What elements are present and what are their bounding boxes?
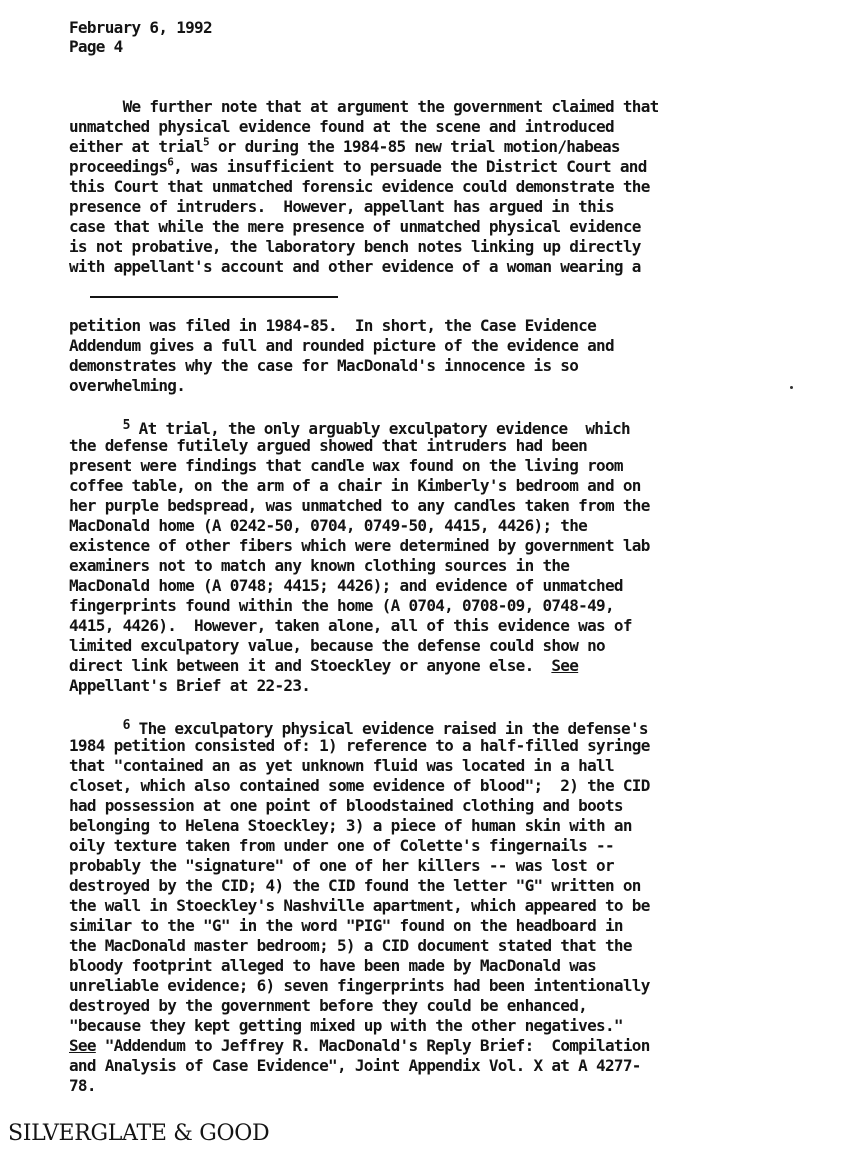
footnote-line: bloody footprint alleged to have been made by MacDonald was (69, 956, 597, 975)
footnote-line: coffee table, on the arm of a chair in Kimberly's bedroom and on (69, 476, 641, 495)
stray-mark (790, 386, 793, 389)
footnote-line: demonstrates why the case for MacDonald's innocence is so (69, 356, 579, 375)
footnote-line: $^5$ At trial, the only arguably exculpatory evidence which (122, 418, 630, 438)
footnote-reference-6: 6 (167, 155, 174, 169)
see-citation-signal: See (551, 656, 579, 675)
footnote-marker-6: 6 (122, 718, 130, 733)
body-line: unmatched physical evidence found at the scene and introduced (69, 117, 614, 136)
footnote-line: examiners not to match any known clothing sources in the (69, 556, 570, 575)
footnote-line: 4415, 4426). However, taken alone, all of this evidence was of (69, 616, 632, 635)
footnote-line: that "contained an as yet unknown fluid was located in a hall (69, 756, 614, 775)
body-line: We further note that at argument the government claimed that (69, 97, 659, 116)
body-line: proceedings$^6$, was insufficient to persuade the District Court and (69, 155, 647, 176)
body-line: presence of intruders. However, appellant has argued in this (69, 197, 614, 216)
footnote-line: existence of other fibers which were determined by government lab (69, 536, 650, 555)
footnote-line: fingerprints found within the home (A 0704, 0708-09, 0748-49, (69, 596, 614, 615)
footnote-line: destroyed by the CID; 4) the CID found the letter "G" written on (69, 876, 641, 895)
body-line: either at trial$^5$ or during the 1984-85 new trial motion/habeas (69, 135, 620, 156)
footnote-line: the defense futilely argued showed that intruders had been (69, 436, 588, 455)
footnote-line: the wall in Stoeckley's Nashville apartment, which appeared to be (69, 896, 650, 915)
footnote-line: Appellant's Brief at 22-23. (69, 676, 311, 695)
footnote-line: direct link between it and Stoeckley or anyone else. See (69, 656, 579, 675)
footnote-line: the MacDonald master bedroom; 5) a CID document stated that the (69, 936, 632, 955)
header-date: February 6, 1992 (69, 18, 212, 37)
footnote-line: destroyed by the government before they could be enhanced, (69, 996, 588, 1015)
footnote-line: her purple bedspread, was unmatched to any candles taken from the (69, 496, 650, 515)
body-line: this Court that unmatched forensic evidence could demonstrate the (69, 177, 650, 196)
footnote-line: petition was filed in 1984-85. In short, the Case Evidence (69, 316, 597, 335)
footnote-marker-5: 5 (122, 418, 130, 433)
footnote-line: "because they kept getting mixed up with the other negatives." (69, 1016, 623, 1035)
footnote-line: closet, which also contained some evidence of blood"; 2) the CID (69, 776, 650, 795)
footnote-separator (90, 296, 338, 298)
footnote-line: 1984 petition consisted of: 1) reference to a half-filled syringe (69, 736, 650, 755)
footnote-line: 78. (69, 1076, 96, 1095)
footnote-line: See "Addendum to Jeffrey R. MacDonald's Reply Brief: Compilation (69, 1036, 650, 1055)
header-page-number: Page 4 (69, 37, 123, 56)
footnote-line: oily texture taken from under one of Colette's fingernails -- (69, 836, 614, 855)
footnote-line: probably the "signature" of one of her killers -- was lost or (69, 856, 614, 875)
footnote-line: MacDonald home (A 0748; 4415; 4426); and evidence of unmatched (69, 576, 623, 595)
firm-letterhead-footer: SILVERGLATE & GOOD (8, 1121, 270, 1146)
footnote-line: overwhelming. (69, 376, 186, 395)
footnote-line: had possession at one point of bloodstained clothing and boots (69, 796, 623, 815)
footnote-line: belonging to Helena Stoeckley; 3) a piece of human skin with an (69, 816, 632, 835)
see-citation-signal: See (69, 1036, 96, 1055)
footnote-line: unreliable evidence; 6) seven fingerprints had been intentionally (69, 976, 650, 995)
footnote-reference-5: 5 (203, 135, 209, 149)
footnote-line: Addendum gives a full and rounded picture of the evidence and (69, 336, 614, 355)
footnote-line: similar to the "G" in the word "PIG" found on the headboard in (69, 916, 623, 935)
footnote-line: $^6$ The exculpatory physical evidence raised in the defense's (122, 718, 648, 738)
body-line: case that while the mere presence of unmatched physical evidence (69, 217, 641, 236)
footnote-line: limited exculpatory value, because the defense could show no (69, 636, 605, 655)
footnote-line: MacDonald home (A 0242-50, 0704, 0749-50, 4415, 4426); the (69, 516, 588, 535)
body-line: is not probative, the laboratory bench notes linking up directly (69, 237, 641, 256)
footnote-line: present were findings that candle wax found on the living room (69, 456, 623, 475)
body-line: with appellant's account and other evidence of a woman wearing a (69, 257, 641, 276)
footnote-line: and Analysis of Case Evidence", Joint Appendix Vol. X at A 4277- (69, 1056, 641, 1075)
